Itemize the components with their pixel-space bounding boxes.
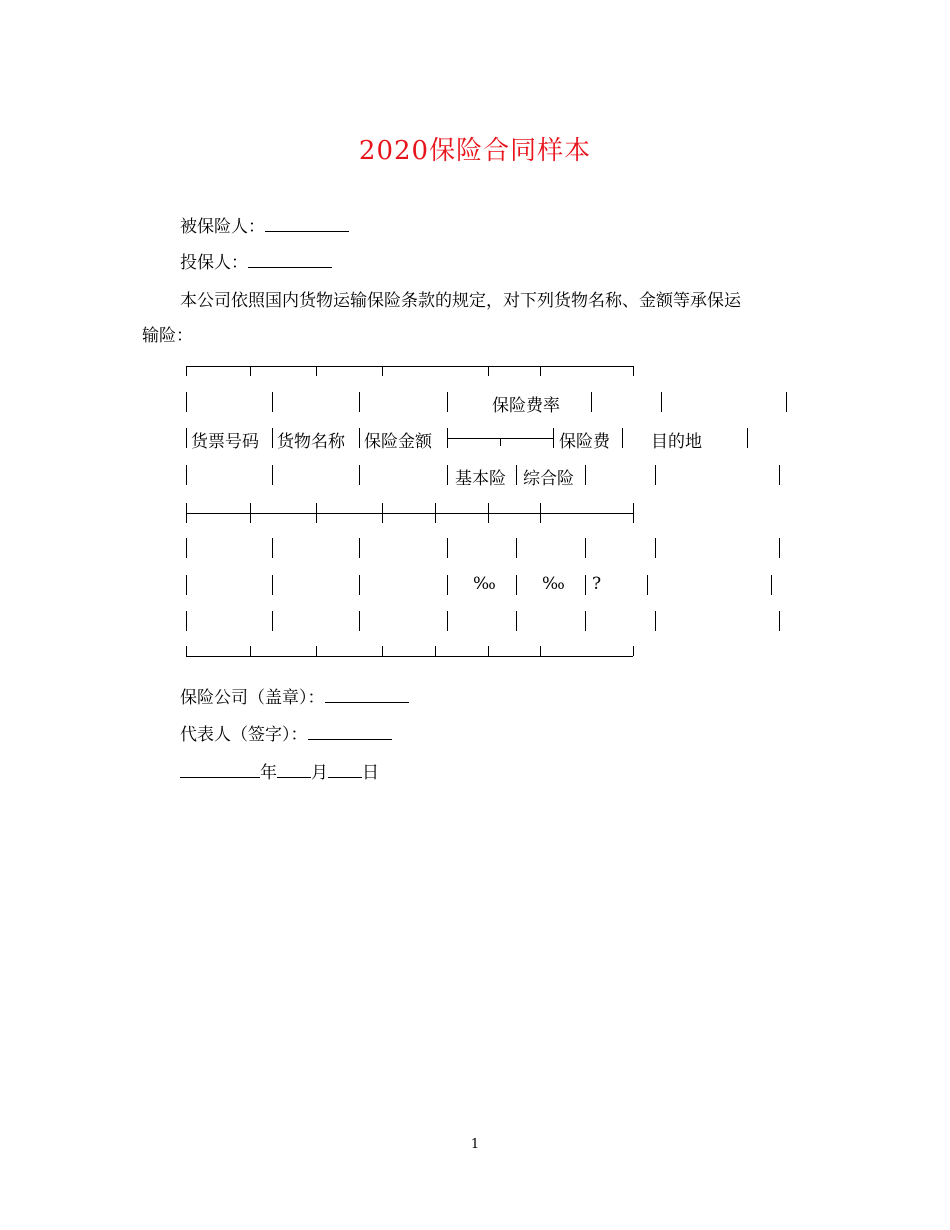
col-insured-amount: 保险金额 <box>364 432 432 452</box>
table-divider <box>585 538 586 558</box>
table-divider <box>359 392 360 412</box>
table-tick <box>435 503 436 523</box>
table-divider <box>359 465 360 485</box>
table-divider <box>585 575 586 595</box>
table-tick <box>250 646 251 656</box>
table-divider <box>447 465 448 485</box>
table-divider <box>359 428 360 448</box>
table-tick <box>316 366 317 376</box>
insured-label: 被保险人： <box>180 217 265 237</box>
insurer-blank[interactable] <box>325 686 409 703</box>
year-label: 年 <box>260 763 277 783</box>
table-divider <box>655 538 656 558</box>
col-premium: 保险费 <box>559 432 610 452</box>
table-divider <box>747 428 748 448</box>
table-tick <box>633 646 634 656</box>
table-divider <box>786 392 787 412</box>
table-divider <box>655 611 656 631</box>
representative-blank[interactable] <box>308 723 392 740</box>
year-blank[interactable] <box>180 761 260 778</box>
applicant-field <box>180 248 332 273</box>
month-blank[interactable] <box>277 761 311 778</box>
table-divider <box>447 611 448 631</box>
table-divider <box>779 465 780 485</box>
table-divider <box>447 575 448 595</box>
insurer-field <box>180 683 409 708</box>
table-tick <box>382 366 383 376</box>
month-label: 月 <box>311 763 328 783</box>
table-divider <box>447 392 448 412</box>
table-divider <box>585 611 586 631</box>
applicant-label: 投保人： <box>180 253 248 273</box>
table-divider <box>779 538 780 558</box>
col-goods-name: 货物名称 <box>277 432 345 452</box>
representative-label: 代表人（签字）： <box>180 725 308 745</box>
table-divider <box>516 538 517 558</box>
table-divider <box>272 465 273 485</box>
table-divider <box>272 428 273 448</box>
table-divider <box>779 611 780 631</box>
table-tick <box>633 366 634 376</box>
table-divider <box>272 611 273 631</box>
table-bottom-border <box>186 656 633 657</box>
table-divider <box>186 392 187 412</box>
intro-line-1: 本公司依照国内货物运输保险条款的规定，对下列货物名称、金额等承保运 <box>180 291 741 311</box>
table-divider <box>186 575 187 595</box>
insured-field <box>180 212 349 237</box>
table-tick <box>316 503 317 523</box>
table-middle-border <box>186 513 633 514</box>
unknown-mark: ? <box>592 574 602 594</box>
table-tick <box>316 646 317 656</box>
col-comprehensive-insurance: 综合险 <box>523 469 574 489</box>
table-tick <box>250 503 251 523</box>
col-destination: 目的地 <box>651 432 702 452</box>
table-tick <box>540 646 541 656</box>
table-divider <box>516 465 517 485</box>
table-divider <box>553 428 554 448</box>
representative-field <box>180 720 392 745</box>
table-divider <box>186 465 187 485</box>
day-label: 日 <box>362 763 379 783</box>
table-divider <box>516 611 517 631</box>
table-tick <box>382 646 383 656</box>
col-basic-insurance: 基本险 <box>455 469 506 489</box>
table-tick <box>250 366 251 376</box>
comprehensive-rate-permille: ‰ <box>542 574 565 594</box>
table-top-border <box>186 366 633 367</box>
table-tick <box>186 503 187 523</box>
table-divider <box>272 538 273 558</box>
table-divider <box>186 428 187 448</box>
intro-line-2: 输险： <box>142 326 193 346</box>
basic-rate-permille: ‰ <box>473 574 496 594</box>
day-blank[interactable] <box>328 761 362 778</box>
col-invoice-number: 货票号码 <box>191 432 259 452</box>
table-divider <box>359 611 360 631</box>
table-tick <box>540 503 541 523</box>
table-divider <box>585 465 586 485</box>
table-divider <box>622 428 623 448</box>
date-field <box>180 758 379 783</box>
applicant-blank[interactable] <box>248 251 332 268</box>
table-tick <box>488 646 489 656</box>
table-tick <box>633 503 634 523</box>
table-divider <box>655 465 656 485</box>
table-divider <box>359 575 360 595</box>
table-divider <box>591 392 592 412</box>
insurer-label: 保险公司（盖章）： <box>180 688 325 708</box>
page-title: 2020保险合同样本 <box>358 136 592 166</box>
table-divider <box>359 538 360 558</box>
table-tick <box>435 646 436 656</box>
table-tick <box>500 438 501 446</box>
page-number: 1 <box>470 1137 480 1152</box>
table-tick <box>382 503 383 523</box>
table-tick <box>488 366 489 376</box>
table-divider <box>647 575 648 595</box>
table-divider <box>272 575 273 595</box>
rate-header: 保险费率 <box>492 396 560 416</box>
table-divider <box>186 538 187 558</box>
table-divider <box>272 392 273 412</box>
table-tick <box>186 366 187 376</box>
table-divider <box>447 538 448 558</box>
table-divider <box>661 392 662 412</box>
table-tick <box>540 366 541 376</box>
table-divider <box>771 575 772 595</box>
table-divider <box>186 611 187 631</box>
table-divider <box>516 575 517 595</box>
table-tick <box>488 503 489 523</box>
table-tick <box>186 646 187 656</box>
insured-blank[interactable] <box>265 215 349 232</box>
